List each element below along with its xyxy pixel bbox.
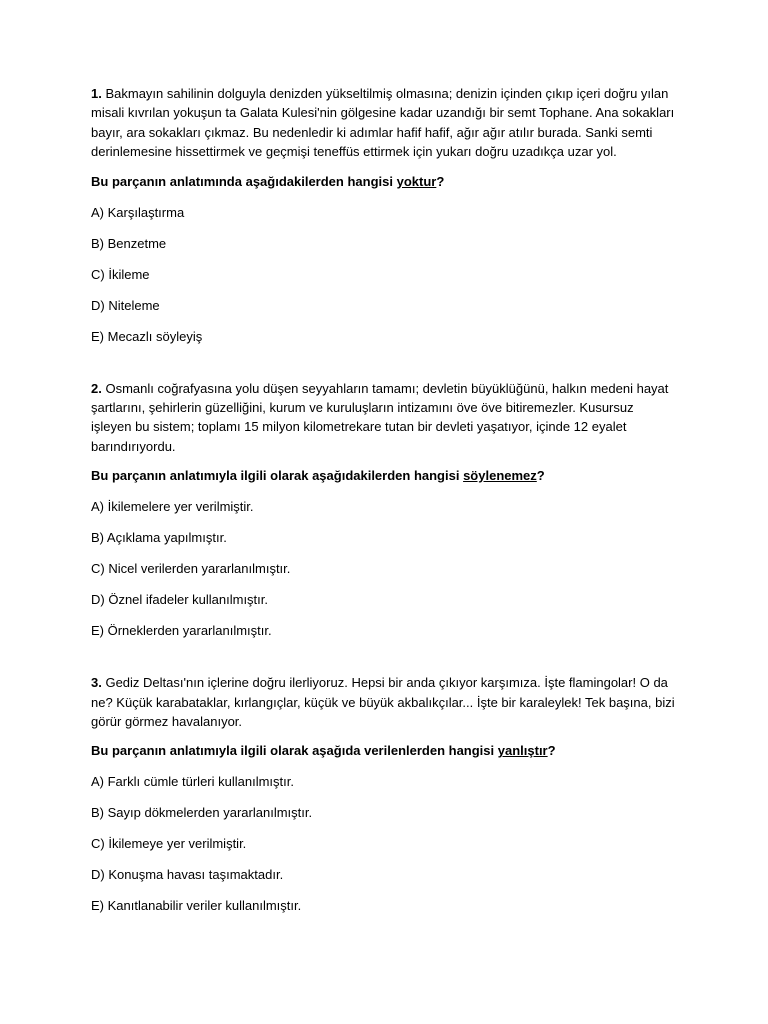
answer-options [91, 772, 676, 915]
option-c[interactable]: C) İkileme [91, 266, 150, 282]
option-b[interactable]: B) Sayıp dökmelerden yararlanılmıştır. [91, 805, 313, 821]
question-passage [91, 84, 676, 162]
passage-text: Osmanlı coğrafyasına yolu düşen seyyahların tamamı; devletin büyüklüğünü, halkın medeni hayat şartlarını, şehirlerin güzelliğini, kurum ve kuruluşların intizamını öve öve bitiremezler. Kusursuz işleyen bu sistem; toplamı 15 milyon kilometrekare tutan bir devleti yaşatıyor, içinde 12 eyalet barındırıyordu. [91, 380, 669, 454]
option-d[interactable]: D) Konuşma havası taşımaktadır. [91, 867, 284, 883]
passage-text: Gediz Deltası'nın içlerine doğru ilerliyoruz. Hepsi bir anda çıkıyor karşımıza. İşte flamingolar! O da ne? Küçük karabataklar, kırlangıçlar, küçük ve büyük akbalıkçılar... İşte bir karaleylek! Tek başına, bizi görür görmez havalanıyor. [91, 675, 675, 730]
prompt-emphasis: yoktur [396, 173, 437, 189]
question-3 [91, 673, 676, 915]
prompt-end: ? [536, 468, 545, 484]
prompt-emphasis: yanlıştır [497, 743, 548, 759]
option-e[interactable]: E) Mecazlı söyleyiş [91, 328, 203, 344]
passage-text: Bakmayın sahilinin dolguyla denizden yükseltilmiş olmasına; denizin içinden çıkıp içeri doğru yılan misali kıvrılan yokuşun ta Galata Kulesi'nin gölgesine kadar uzandığı bir semt Tophane. Ana sokakları bayır, ara sokakları çıkmaz. Bu nedenledir ki adımlar hafif hafif, ağır ağır atılır burada. Sanki semti derinlemesine hissettirmek ve geçmişi teneffüs ettirmek için yukarı doğru uzadıkça uzar yol. [91, 86, 675, 160]
question-number: 1. [91, 86, 102, 101]
option-c[interactable]: C) Nicel verilerden yararlanılmıştır. [91, 561, 291, 577]
prompt-end: ? [436, 173, 445, 189]
question-prompt [91, 741, 676, 760]
option-e[interactable]: E) Örneklerden yararlanılmıştır. [91, 623, 272, 639]
question-passage [91, 379, 676, 457]
question-2 [91, 379, 676, 641]
option-d[interactable]: D) Öznel ifadeler kullanılmıştır. [91, 592, 269, 608]
option-c[interactable]: C) İkilemeye yer verilmiştir. [91, 836, 247, 852]
option-a[interactable]: A) Karşılaştırma [91, 204, 185, 220]
answer-options [91, 203, 676, 346]
option-b[interactable]: B) Benzetme [91, 235, 167, 251]
question-prompt [91, 172, 676, 191]
question-number: 2. [91, 380, 102, 396]
prompt-text: Bu parçanın anlatımında aşağıdakilerden hangisi [91, 173, 397, 189]
prompt-end: ? [547, 743, 556, 759]
option-a[interactable]: A) Farklı cümle türleri kullanılmıştır. [91, 774, 294, 790]
prompt-text: Bu parçanın anlatımıyla ilgili olarak aşağıdakilerden hangisi [91, 468, 464, 484]
prompt-emphasis: söylenemez [463, 468, 537, 484]
question-number: 3. [91, 675, 102, 691]
option-d[interactable]: D) Niteleme [91, 297, 160, 313]
option-b[interactable]: B) Açıklama yapılmıştır. [91, 530, 227, 546]
answer-options [91, 497, 676, 640]
option-a[interactable]: A) İkilemelere yer verilmiştir. [91, 499, 254, 515]
question-passage [91, 673, 676, 731]
question-prompt [91, 466, 676, 485]
question-1 [91, 84, 676, 346]
option-e[interactable]: E) Kanıtlanabilir veriler kullanılmıştır. [91, 898, 302, 914]
prompt-text: Bu parçanın anlatımıyla ilgili olarak aşağıda verilenlerden hangisi [91, 743, 498, 759]
